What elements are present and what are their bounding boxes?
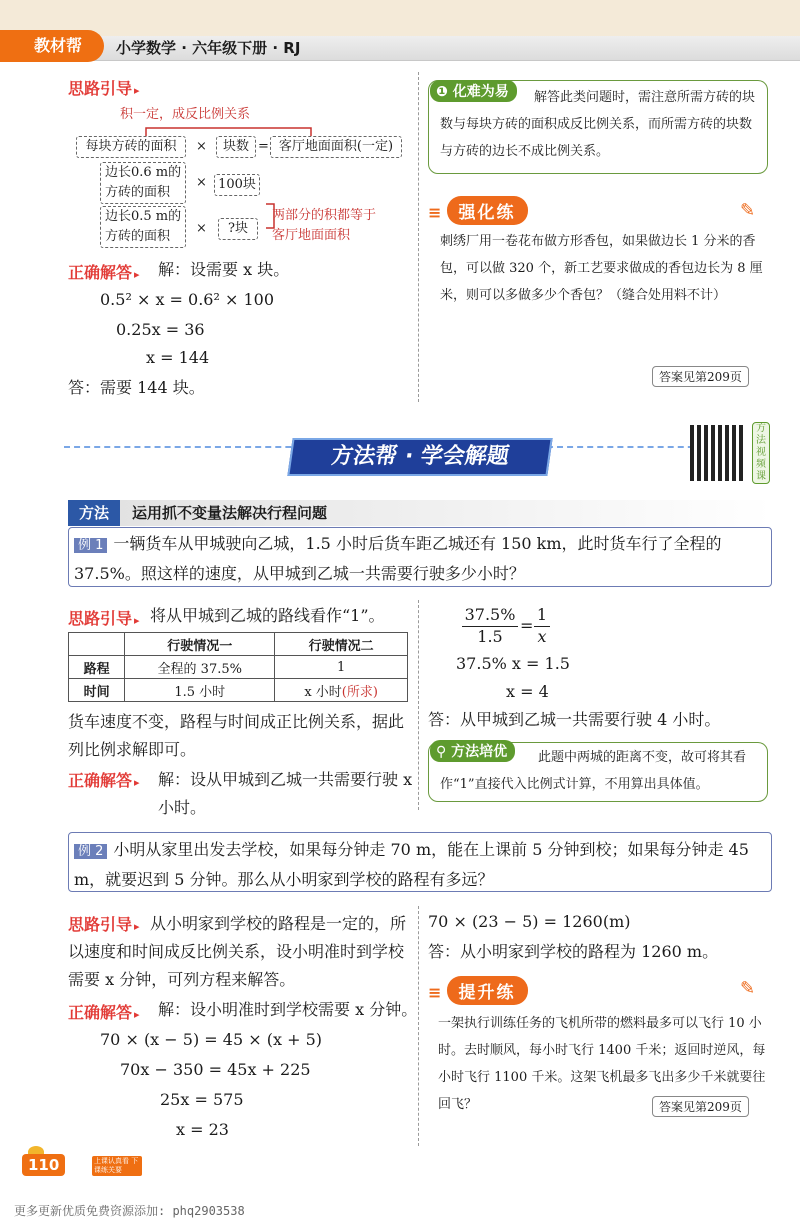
table-cell: x 小时(所求) [275, 679, 408, 702]
bulb-icon: ❶ [436, 84, 448, 100]
qr-label: 方法视频课 [752, 422, 770, 484]
equals-sign: = [258, 139, 269, 154]
ex1-hint-text: 将从甲城到乙城的路线看作“1”。 [150, 606, 385, 625]
subject-title: 小学数学 · 六年级下册 · RJ [116, 39, 301, 57]
ex2-final: 答：从小明家到学校的路程为 1260 m。 [428, 942, 719, 961]
table-cell: 全程的 37.5% [125, 656, 275, 679]
row3-area: 边长0.5 m的方砖的面积 [100, 206, 186, 248]
q1-final: 答：需要 144 块。 [68, 378, 205, 397]
ex2-eq1: 70 × (x − 5) = 45 × (x + 5) [100, 1030, 322, 1049]
method-tag: 方法 [68, 500, 120, 526]
magnifier-icon: ⚲ [436, 744, 447, 760]
section-banner: 方法帮 · 学会解题 [287, 438, 552, 476]
method-title: 运用抓不变量法解决行程问题 [132, 504, 328, 522]
ex2-question: 例 2 小明从家里出发去学校，如果每分钟走 70 m，能在上课前 5 分钟到校；如果每分钟走 45 m，就要迟到 5 分钟。那么从小明家到学校的路程有多远？ [74, 840, 749, 889]
table-header [69, 633, 125, 656]
practice2-text: 一架执行训练任务的飞机所带的燃料最多可以飞行 10 小时。去时顺风，每小时飞行 1400 千米；返回时逆风，每小时飞行 1100 千米。这架飞机最多飞出多少千米就要往回飞？ [438, 1016, 766, 1112]
arrow-icon: ▸ [134, 1008, 140, 1021]
page-number: 110 [22, 1154, 65, 1176]
ex1-final: 答：从甲城到乙城一共需要行驶 4 小时。 [428, 710, 721, 729]
ex2-label: 例 2 [74, 844, 107, 859]
q1-answer-label: 正确解答 ▸ [68, 263, 140, 282]
ex2-eq5: 70 × (23 − 5) = 1260(m) [428, 912, 631, 931]
frac-num-r: 1 [534, 604, 550, 627]
header-band [0, 0, 800, 36]
table-cell: 1 [275, 656, 408, 679]
arrow-icon: ▸ [134, 268, 140, 281]
practice2-tag: ≡ 提升练 [428, 976, 528, 1005]
ex1-tip-tag: ⚲ 方法培优 [430, 740, 515, 762]
times-sign: × [196, 221, 207, 236]
row3-count: ?块 [218, 218, 258, 240]
practice1-text: 刺绣厂用一卷花布做方形香包，如果做边长 1 分米的香包，可以做 320 个，新工艺要求做成的香包边长为 8 厘米，则可以多做多少个香包？（缝合处用料不计） [440, 234, 763, 303]
ex1-question: 例 1 一辆货车从甲城驶向乙城，1.5 小时后货车距乙城还有 150 km，此时货车行了全程的 37.5%。照这样的速度，从甲城到乙城一共需要行驶多少小时？ [74, 534, 722, 583]
column-divider [418, 600, 419, 810]
q1-eq1: 0.5² × x = 0.6² × 100 [100, 290, 275, 309]
practice2-ref: 答案见第209页 [652, 1096, 749, 1117]
arrow-icon: ▸ [134, 84, 140, 97]
ex1-answer-intro: 解：设从甲城到乙城一共需要行驶 x 小时。 [158, 770, 413, 817]
diagram-side-note: 两部分的积都等于客厅地面面积 [272, 208, 377, 243]
box-area: 每块方砖的面积 [76, 136, 186, 158]
ex1-tip-text: 此题中两城的距离不变，故可将其看作“1”直接代入比例式计算，不用算出具体值。 [440, 750, 747, 792]
diagram-top-note: 积一定，成反比例关系 [120, 107, 251, 122]
times-sign: × [196, 139, 207, 154]
pencil-icon: ✎ [740, 200, 756, 221]
tip-text: 解答此类问题时，需注意所需方砖的块数与每块方砖的面积成反比例关系，而所需方砖的块数与方砖的边长不成比例关系。 [440, 90, 756, 159]
ex2-eq4: x = 23 [176, 1120, 229, 1139]
table-cell: 路程 [69, 656, 125, 679]
table-header: 行驶情况二 [275, 633, 408, 656]
q1-eq3: x = 144 [146, 348, 210, 367]
arrow-icon: ▸ [134, 776, 140, 789]
page-side-note: 上课认真看 下课练关要 [92, 1156, 142, 1176]
arrow-icon: ▸ [134, 920, 140, 933]
table-cell: 时间 [69, 679, 125, 702]
footer-text: 更多更新优质免费资源添加: phq2903538 [14, 1204, 245, 1218]
qr-code-icon[interactable] [690, 425, 746, 481]
ex1-explain: 货车速度不变，路程与时间成正比例关系，据此列比例求解即可。 [68, 712, 405, 759]
table-header: 行驶情况一 [125, 633, 275, 656]
practice1-tag: ≡ 强化练 [428, 196, 528, 225]
ex1-hint-label: 思路引导 ▸ [68, 609, 140, 628]
box-total: 客厅地面面积(一定) [270, 136, 402, 158]
arrow-icon: ▸ [134, 614, 140, 627]
q1-answer-intro: 解：设需要 x 块。 [158, 260, 290, 279]
ex1-table [68, 632, 408, 702]
brand-tab: 教材帮 [0, 30, 104, 62]
ex1-eq2: 37.5% x = 1.5 [456, 654, 570, 673]
practice1-ref: 答案见第209页 [652, 366, 749, 387]
ex1-eq3: x = 4 [506, 682, 549, 701]
frac-den-l: 1.5 [477, 627, 503, 646]
ex1-answer-label: 正确解答 ▸ [68, 771, 140, 790]
ex2-hint-label: 思路引导 ▸ [68, 915, 140, 934]
frac-den-r: x [537, 627, 547, 646]
table-cell: 1.5 小时 [125, 679, 275, 702]
pencil-icon: ✎ [740, 978, 756, 999]
ex2-eq3: 25x = 575 [160, 1090, 244, 1109]
row2-count: 100块 [214, 174, 260, 196]
ex2-eq2: 70x − 350 = 45x + 225 [120, 1060, 311, 1079]
q1-eq2: 0.25x = 36 [116, 320, 205, 339]
tip-tag: ❶ 化难为易 [430, 80, 517, 102]
box-count: 块数 [216, 136, 256, 158]
q1-hint-label: 思路引导 ▸ [68, 79, 140, 98]
ex2-hint-text: 从小明家到学校的路程是一定的，所以速度和时间成反比例关系，设小明准时到学校需要 x 分钟，可列方程来解答。 [68, 914, 407, 989]
times-sign: × [196, 175, 207, 190]
ex2-answer-label: 正确解答 ▸ [68, 1003, 140, 1022]
frac-num-l: 37.5% [462, 604, 518, 627]
frac-eq: = [520, 616, 534, 635]
column-divider [418, 906, 419, 1146]
column-divider [418, 72, 419, 402]
ex2-answer-intro: 解：设小明准时到学校需要 x 分钟。 [158, 1000, 418, 1019]
row2-area: 边长0.6 m的方砖的面积 [100, 162, 186, 204]
ex1-label: 例 1 [74, 538, 107, 553]
